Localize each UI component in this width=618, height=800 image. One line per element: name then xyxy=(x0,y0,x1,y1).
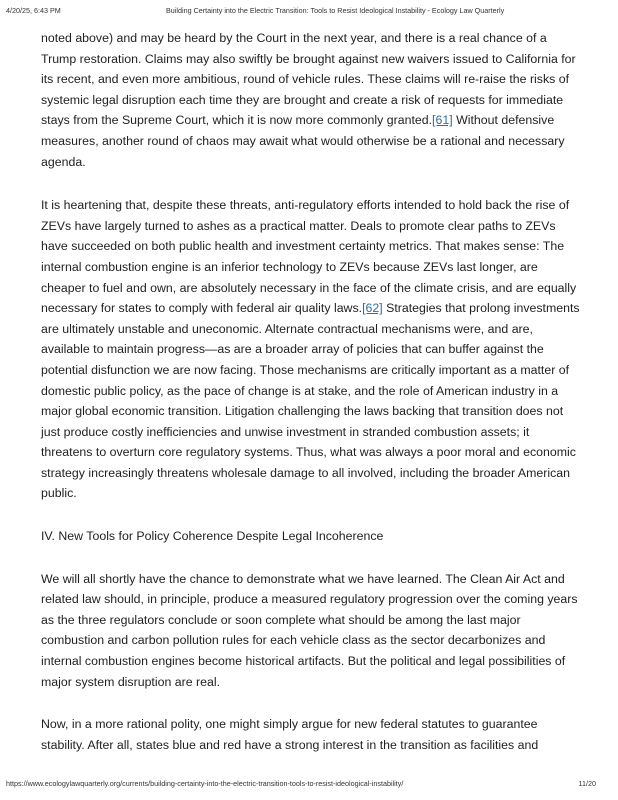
page-number: 11/20 xyxy=(578,779,596,788)
article-body xyxy=(41,28,581,755)
print-footer xyxy=(0,779,618,791)
paragraph-1-text: noted above) and may be heard by the Court in the next year, and there is a real chance of a Trump restoration. Claims may also swiftly be brought against new waivers issued to California for its recent, and even more ambitious, round of vehicle rules. These claims will re-raise the risks of systemic legal disruption each time they are brought and create a risk of requests for immediate stays from the Supreme Court, which it is now more commonly granted. xyxy=(41,31,576,128)
footnote-link-62[interactable]: [62] xyxy=(362,301,383,316)
paragraph-2-text: It is heartening that, despite these threats, anti-regulatory efforts intended to hold back the rise of ZEVs have largely turned to ashes as a practical matter. Deals to promote clear paths to ZEVs have succeeded on both public health and investment certainty metrics. That makes sense: The internal combustion engine is an inferior technology to ZEVs because ZEVs last longer, are cheaper to fuel and own, are absolutely necessary in the face of the climate crisis, and are equally necessary for states to comply with federal air quality laws. xyxy=(41,198,577,316)
paragraph-3: We will all shortly have the chance to demonstrate what we have learned. The Clean Air Act and related law should, in principle, produce a measured regulatory progression over the coming years as the three regulators conclude or soon complete what should be among the last major combustion and carbon pollution rules for each vehicle class as the sector decarbonizes and internal combustion engines become historical artifacts. But the political and legal possibilities of major system disruption are real. xyxy=(41,571,578,689)
paragraph-2 xyxy=(41,195,581,504)
print-page-title: Building Certainty into the Electric Transition: Tools to Resist Ideological Instability - Ecology Law Quarterly xyxy=(166,6,505,15)
paragraph-4: Now, in a more rational polity, one might simply argue for new federal statutes to guarantee stability. After all, states blue and red have a strong interest in the transition as facilities and xyxy=(41,717,539,752)
paragraph-1 xyxy=(41,28,581,172)
print-header xyxy=(0,6,618,18)
print-date: 4/20/25, 6:43 PM xyxy=(6,6,61,15)
section-heading: IV. New Tools for Policy Coherence Despite Legal Incoherence xyxy=(41,529,384,544)
footnote-link-61[interactable]: [61] xyxy=(432,113,453,128)
paragraph-1-text-cont: Without defensive measures, another round of chaos may await what would otherwise be a rational and necessary agenda. xyxy=(41,113,565,169)
paragraph-2-text-cont: Strategies that prolong investments are ultimately unstable and uneconomic. Alternate contractual mechanisms were, and are, available to maintain progress—as are a broader array of policies that can buffer against the potential disfunction we are now facing. Those mechanisms are critically important as a matter of domestic public policy, as the pace of change is at stake, and the role of American industry in a major global economic transition. Litigation challenging the laws backing that transition does not just produce costly inefficiencies and unwise investment in stranded combustion assets; it threatens to overturn core regulatory systems. Thus, what was always a poor moral and economic strategy increasingly threatens wholesale damage to all involved, including the broader American public. xyxy=(41,301,580,501)
print-url: https://www.ecologylawquarterly.org/currents/building-certainty-into-the-electric-transition-tools-to-resist-ideological-instability/ xyxy=(6,779,404,788)
